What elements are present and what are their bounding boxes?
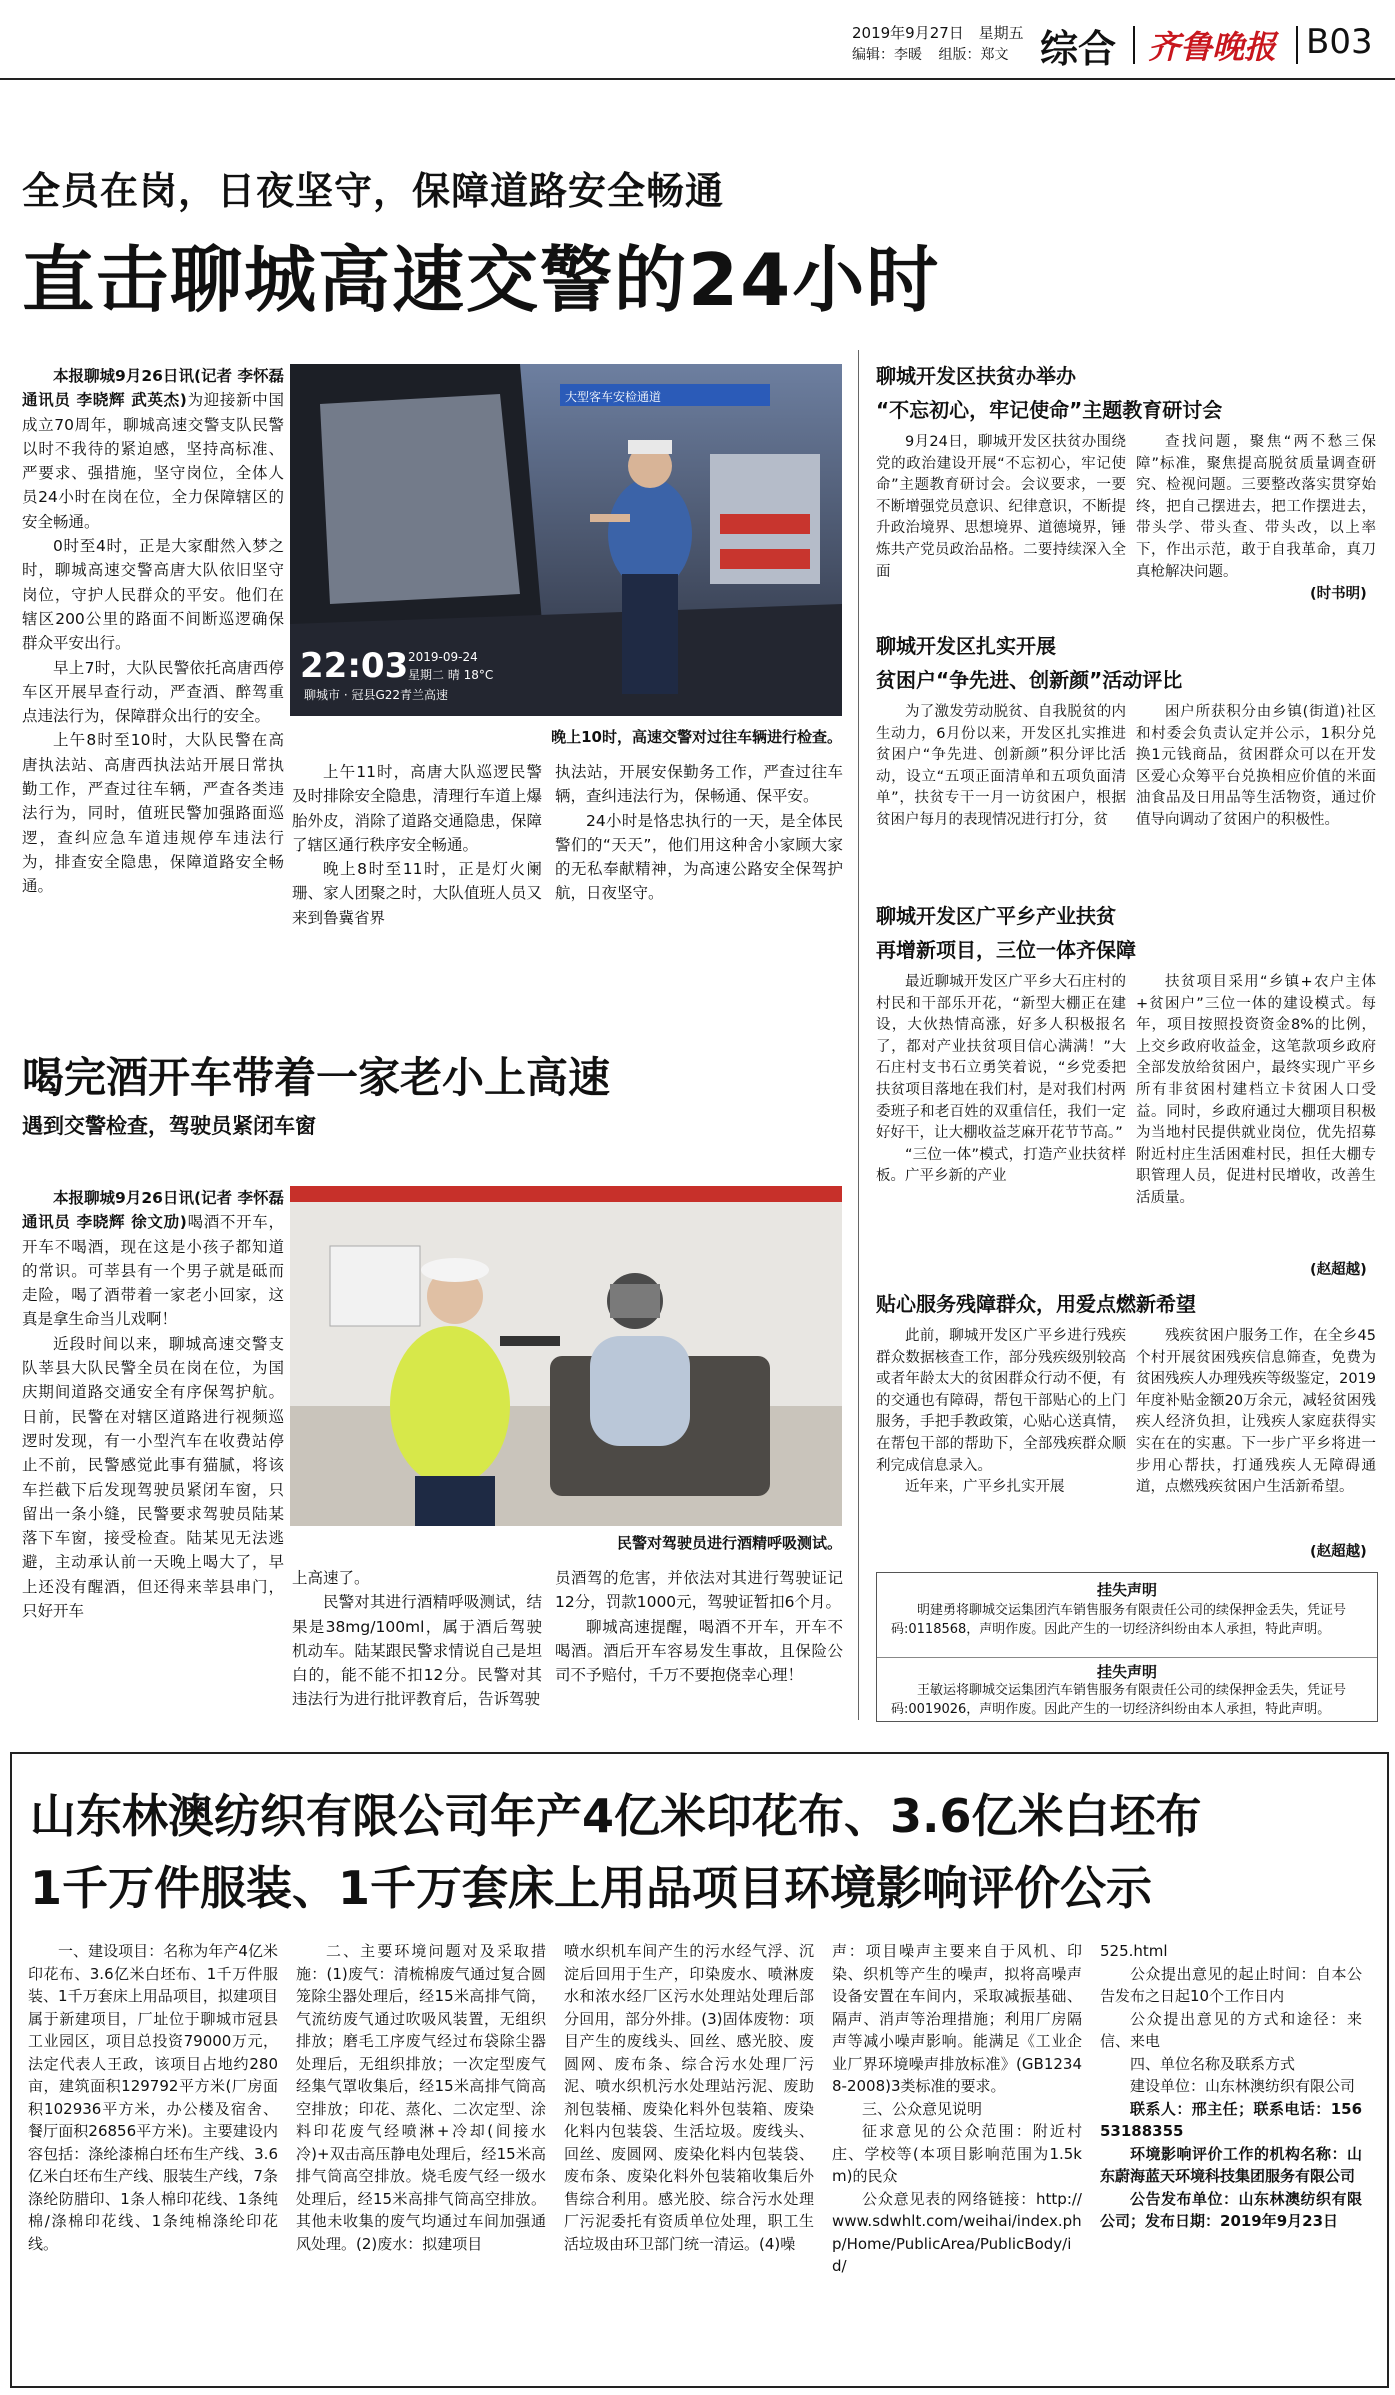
paragraph-text: 残疾贫困户服务工作，在全乡45个村开展贫困残疾信息筛查，免费为贫困残疾人办理残疾等级鉴定，2019年度补贴金额20万余元，减轻贫困残疾人经济负担，让残疾人家庭获得实实在在的实惠。下一步广平乡将进一步用心帮扶，打通残疾人无障碍通道，点燃残疾贫困户生活新希望。: [1136, 1328, 1376, 1496]
paragraph: [22, 656, 284, 729]
masthead-divider-2: [1296, 26, 1298, 64]
paragraph-text: 执法站，开展安保勤务工作，严查过往车辆，查纠违法行为，保畅通、保平安。: [555, 763, 843, 806]
paragraph-text: 9月24日，聊城开发区扶贫办围绕党的政治建设开展“不忘初心，牢记使命”主题教育研讨会。会议要求，一要不断增强党员意识、纪律意识，不断提升政治境界、思想境界、道德境界，锤炼共产党员政治品格。二要持续深入全面: [876, 434, 1126, 580]
column-divider: [858, 350, 859, 1720]
eia-column-5: 525.html 公众提出意见的起止时间：自本公告发布之日起10个工作日内 公众提出意见的方式和途径：来信、来电 四、单位名称及联系方式 建设单位：山东林澳纺织有限公司 联系人：邢主任；联系电话：15653188355 环境影响评价工作的机构名称：山东蔚海蓝天环境科技集团服务有限公司 公告发布单位：山东林澳纺织有限公司；发布日期：2019年9月23日: [1100, 1942, 1362, 2230]
paragraph-text: 最近聊城开发区广平乡大石庄村的村民和干部乐开花，“新型大棚正在建设，大伙热情高涨，好多人积极报名了，都对产业扶贫项目信心满满！”大石庄村支书石立勇笑着说，“乡党委把扶贫项目落地在我们村，是对我们村两委班子和老百姓的双重信任，我们一定好好干，让大棚收益芝麻开花节节高。”: [876, 974, 1126, 1142]
news1-title-1: 聊城开发区扶贫办举办: [876, 364, 1076, 388]
paper-logo: 齐鲁晚报: [1148, 28, 1277, 66]
paragraph: [292, 1566, 542, 1590]
story2-caption: 民警对驾驶员进行酒精呼吸测试。: [616, 1534, 842, 1552]
news4-column-b: [1136, 1326, 1376, 1560]
paragraph-text: 查找问题，聚焦“两不愁三保障”标准，聚焦提高脱贫质量调查研究、检视问题。三要整改落实贯穿始终，把自己摆进去，把工作摆进去，带头学、带头查、带头改，以上率下，作出示范，敢于自我革命，真刀真枪解决问题。: [1136, 434, 1376, 580]
paragraph: [22, 534, 284, 655]
paragraph-text: 员酒驾的危害，并依法对其进行驾驶证记12分，罚款1000元，驾驶证暂扣6个月。: [555, 1569, 843, 1612]
paragraph: [22, 364, 284, 534]
paragraph-text: “三位一体”模式，打造产业扶贫样板。广平乡新的产业: [876, 1146, 1126, 1185]
photo-date: 2019-09-24: [408, 650, 478, 664]
paragraph: [555, 1615, 843, 1688]
paragraph-text: 晚上8时至11时，正是灯火阑珊、家人团聚之时，大队值班人员又来到鲁冀省界: [292, 860, 542, 927]
photo-sign: 大型客车安检通道: [565, 390, 662, 404]
paragraph-text: 近段时间以来，聊城高速交警支队莘县大队民警全员在岗在位，为国庆期间道路交通安全有序保驾护航。日前，民警在对辖区道路进行视频巡逻时发现，有一小型汽车在收费站停止不前，民警感觉此事有猫腻，将该车拦截下后发现驾驶员紧闭车窗，只留出一条小缝，民警要求驾驶员陆某落下车窗，接受检查。陆某见无法逃避，主动承认前一天晚上喝大了，早上还没有醒酒，但还得来莘县串门，只好开车: [22, 1334, 284, 1621]
paragraph: [555, 760, 843, 809]
eia-column-4: 声：项目噪声主要来自于风机、印染、织机等产生的噪声，拟将高噪声设备安置在车间内，采取减振基础、隔声、消声等治理措施；利用厂房隔声等减小噪声影响。能满足《工业企业厂界环境噪声排放标准》(GB12348-2008)3类标准的要求。 三、公众意见说明 征求意见的公众范围：附近村庄、学校等(本项目影响范围为1.5km)的民众 公众意见表的网络链接：http://www.sdwhlt.com/weihai/index.php/Home/PublicArea/PublicBody/id/: [832, 1942, 1082, 2275]
issue-weekday: 星期五: [978, 24, 1024, 42]
news3-title-2: 再增新项目，三位一体齐保障: [876, 938, 1136, 962]
eia-column-3: 喷水织机车间产生的污水经气浮、沉淀后回用于生产，印染废水、喷淋废水和浓水经厂区污水处理站处理后部分回用，部分外排。(3)固体废物：项目产生的废线头、回丝、感光胶、废圆网、废布条、综合污水处理厂污泥、喷水织机污水处理站污泥、废助剂包装桶、废染化料外包装箱、废染化料内包装袋、生活垃圾。废线头、回丝、废圆网、废染化料内包装袋、废布条、废染化料外包装箱收集后外售综合利用。感光胶、综合污水处理厂污泥委托有资质单位处理，职工生活垃圾由环卫部门统一清运。(4)噪: [564, 1942, 814, 2253]
paragraph-text: 为迎接新中国成立70周年，聊城高速交警支队民警以时不我待的紧迫感，坚持高标准、严要求、强措施，坚守岗位，全体人员24小时在岗在位，全力保障辖区的安全畅通。: [22, 391, 284, 531]
photo-timestamp: 22:03: [300, 646, 409, 686]
notice-1-title: 挂失声明: [1096, 1581, 1157, 1599]
news3-column-a: [876, 972, 1126, 1278]
paragraph-text: 聊城高速提醒，喝酒不开车，开车不喝酒。酒后开车容易发生事故，且保险公司不予赔付，千万不要抱侥幸心理！: [555, 1617, 843, 1685]
issue-date: 2019年9月27日: [852, 24, 964, 42]
story1-kicker: 全员在岗，日夜坚守，保障道路安全畅通: [22, 169, 725, 213]
paragraph-text: 困户所获积分由乡镇(街道)社区和村委会负责认定并公示，1积分兑换1元钱商品，贫困群众可以在开发区爱心众筹平台兑换相应价值的米面油食品及日用品等生活物资，通过价值导向调动了贫困户的积极性。: [1136, 704, 1376, 828]
notice-1-text: 明建勇将聊城交运集团汽车销售服务有限责任公司的续保押金丢失，凭证号码:0118568，声明作废。因此产生的一切经济纠纷由本人承担，特此声明。: [891, 1603, 1347, 1637]
notice-box: [876, 1572, 1378, 1722]
news1-column-b: [1136, 432, 1376, 604]
paragraph-text: 早上7时，大队民警依托高唐西停车区开展早查行动，严查酒、醉驾重点违法行为，保障群众出行的安全。: [22, 658, 284, 726]
news1-byline: (时书明): [1310, 586, 1367, 602]
paragraph: [1136, 702, 1376, 832]
paragraph: [1136, 972, 1376, 1210]
story2-column-3: [555, 1566, 843, 1721]
news1-title-2: “不忘初心，牢记使命”主题教育研讨会: [876, 398, 1223, 422]
paragraph: [292, 1590, 542, 1711]
paragraph: [292, 857, 542, 930]
paragraph-text: 扶贫项目采用“乡镇+农户主体+贫困户”三位一体的建设模式。每年，项目按照投资资金8%的比例，上交乡政府收益金，这笔款项乡政府全部发放给贫困户，最终实现广平乡所有非贫困村建档立卡贫困人口受益。同时，乡政府通过大棚项目积极为当地村民提供就业岗位，优先招募附近村庄生活困难村民，担任大棚专职管理人员，促进村民增收，改善生活质量。: [1136, 974, 1376, 1206]
paragraph-text: 上午11时，高唐大队巡逻民警及时排除安全隐患，清理行车道上爆胎外皮，消除了道路交通隐患，保障了辖区通行秩序安全畅通。: [292, 763, 542, 854]
paragraph: [555, 1566, 843, 1615]
photo-location: 聊城市 · 冠县G22青兰高速: [304, 688, 449, 702]
story1-column-3: [555, 760, 843, 990]
masthead-divider: [1133, 26, 1135, 64]
masthead: [0, 0, 1395, 80]
breath-test-photo: [290, 1186, 842, 1526]
news3-byline: (赵超越): [1310, 1262, 1367, 1278]
notice-divider: [877, 1657, 1377, 1658]
eia-title-2: 1千万件服装、1千万套床上用品项目环境影响评价公示: [30, 1861, 1153, 1915]
paragraph-text: 喝酒不开车，开车不喝酒，现在这是小孩子都知道的常识。可莘县有一个男子就是砥而走险，喝了酒带着一家老小回家，这真是拿生命当儿戏啊！: [22, 1213, 284, 1329]
news2-column-a: [876, 702, 1126, 898]
paragraph: [22, 1332, 284, 1624]
paragraph: [876, 972, 1126, 1145]
eia-title-1: 山东林澳纺织有限公司年产4亿米印花布、3.6亿米白坯布: [30, 1789, 1202, 1843]
story1-column-2: [292, 760, 542, 990]
masthead-rule: [0, 78, 1395, 80]
paragraph: [22, 728, 284, 898]
paragraph-text: 0时至4时，正是大家酣然入梦之时，聊城高速交警高唐大队依旧坚守岗位，守护人民群众的平安。他们在辖区200公里的路面不间断巡逻确保群众平安出行。: [22, 537, 284, 653]
eia-column-2: 二、主要环境问题对及采取措施：(1)废气：清梳棉废气通过复合圆笼除尘器处理后，经15米高排气筒，气流纺废气通过吹吸风装置，无组织排放；磨毛工序废气经过布袋除尘器处理后，无组织排放；一次定型废气经集气罩收集后，经15米高排气筒高空排放；印花、蒸化、二次定型、涂料印花废气经喷淋+冷却(间接水冷)+双击高压静电处理后，经15米高排气筒高空排放。烧毛废气经一级水处理后，经15米高排气筒高空排放。其他未收集的废气均通过车间加强通风处理。(2)废水：拟建项目: [296, 1942, 546, 2253]
news4-byline: (赵超越): [1310, 1544, 1367, 1560]
notice-2-title: 挂失声明: [1096, 1663, 1157, 1681]
news1-column-a: [876, 432, 1126, 604]
story2-column-1: [22, 1186, 284, 1721]
news3-column-b: [1136, 972, 1376, 1278]
photo-weather: 星期二 晴 18°C: [408, 668, 494, 682]
news2-title-2: 贫困户“争先进、创新颜”活动评比: [876, 668, 1183, 692]
paragraph: [1136, 1326, 1376, 1499]
dateline: 本报聊城9月26日讯(记者 李怀磊 通讯员 李晓辉 徐文劢): [22, 1189, 284, 1232]
paragraph-text: 民警对其进行酒精呼吸测试，结果是38mg/100ml，属于酒后驾驶机动车。陆某跟民警求情说自己是坦白的，能不能不扣12分。民警对其违法行为进行批评教育后，告诉驾驶: [292, 1593, 542, 1709]
designer-credit: 组版：郑文: [938, 47, 1009, 63]
paragraph: [876, 702, 1126, 832]
story2-subhead: 遇到交警检查，驾驶员紧闭车窗: [22, 1114, 316, 1138]
paragraph: [1136, 432, 1376, 583]
paragraph: [292, 760, 542, 857]
story1-headline: 直击聊城高速交警的24小时: [22, 238, 941, 322]
paragraph: [876, 1477, 1126, 1499]
story1-column-1: [22, 364, 284, 984]
eia-column-1: 一、建设项目：名称为年产4亿米印花布、3.6亿米白坯布、1千万件服装、1千万套床上用品项目，拟建项目属于新建项目，厂址位于聊城市冠县工业园区，项目总投资79000万元，法定代表人王政，该项目占地约280亩，建筑面积129792平方米(厂房面积102936平方米，办公楼及宿舍、餐厅面积26856平方米)。主要建设内容包括：涤纶漆棉白坯布生产线、3.6亿米白坯布生产线、服装生产线，7条涤纶防腊印、1条人棉印花线、1条纯棉/涤棉印花线、1条纯棉涤纶印花线。: [28, 1942, 278, 2253]
paragraph-text: 近年来，广平乡扎实开展: [905, 1479, 1065, 1496]
paragraph: [555, 809, 843, 906]
dateline: 本报聊城9月26日讯(记者 李怀磊 通讯员 李晓辉 武英杰): [22, 367, 284, 410]
story1-photo: [290, 364, 842, 716]
news2-title-1: 聊城开发区扎实开展: [876, 634, 1056, 658]
notice-2-text: 王敏运将聊城交运集团汽车销售服务有限责任公司的续保押金丢失，凭证号码:0019026，声明作废。因此产生的一切经济纠纷由本人承担，特此声明。: [891, 1683, 1347, 1717]
paragraph-text: 此前，聊城开发区广平乡进行残疾群众数据核查工作，部分残疾级别较高或者年龄太大的贫困群众行动不便，有的交通也有障碍，帮包干部贴心的上门服务，手把手教政策，心贴心送真情，在帮包干部的帮助下，全部残疾群众顺利完成信息录入。: [876, 1328, 1126, 1474]
paragraph-text: 24小时是恪忠执行的一天，是全体民警们的“天天”，他们用这种舍小家顾大家的无私奉献精神，为高速公路安全保驾护航，日夜坚守。: [555, 811, 843, 903]
story2-headline: 喝完酒开车带着一家老小上高速: [22, 1053, 611, 1102]
editor-credit: 编辑：李暖: [852, 47, 922, 63]
paragraph: [876, 432, 1126, 583]
paragraph-text: 上午8时至10时，大队民警在高唐执法站、高唐西执法站开展日常执勤工作，严查过往车辆，严查各类违法行为，同时，值班民警加强路面巡逻，查纠应急车道违规停车违法行为，排查安全隐患，保障道路安全畅通。: [22, 731, 284, 896]
page-number: B03: [1306, 22, 1373, 62]
paragraph: [22, 1186, 284, 1332]
paragraph: [876, 1326, 1126, 1477]
story2-column-2: [292, 1566, 542, 1721]
paragraph-text: 为了激发劳动脱贫、自我脱贫的内生动力，6月份以来，开发区扎实推进贫困户“争先进、创新颜”积分评比活动，设立“五项正面清单和五项负面清单”，扶贫专干一月一访贫困户，根据贫困户每月的表现情况进行打分，贫: [876, 704, 1126, 828]
news4-title: 贴心服务残障群众，用爱点燃新希望: [876, 1292, 1196, 1316]
paragraph: [876, 1145, 1126, 1188]
news4-column-a: [876, 1326, 1126, 1560]
story2-photo: [290, 1186, 842, 1526]
news3-title-1: 聊城开发区广平乡产业扶贫: [876, 904, 1116, 928]
section-name: 综合: [1040, 27, 1117, 71]
paragraph-text: 上高速了。: [292, 1569, 370, 1587]
story1-caption: 晚上10时，高速交警对过往车辆进行检查。: [551, 728, 842, 746]
news2-column-b: [1136, 702, 1376, 898]
